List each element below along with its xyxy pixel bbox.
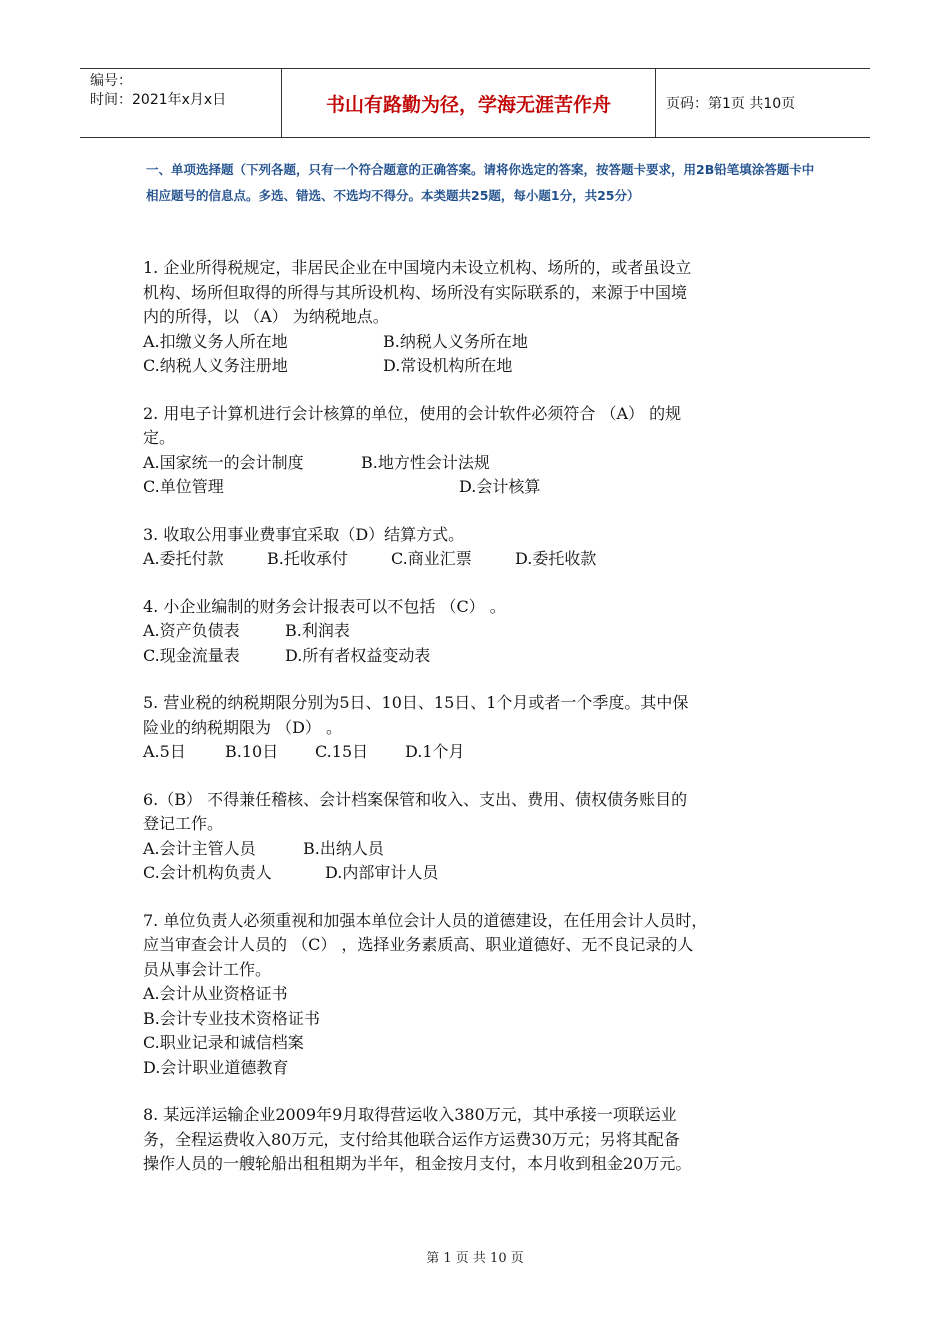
option-a: A.委托付款 (143, 549, 224, 568)
option-b: B.纳税人义务所在地 (383, 331, 528, 351)
option-b: B.10日 (225, 742, 279, 761)
option-b: B.利润表 (285, 621, 350, 640)
option-d: D.会计核算 (459, 477, 541, 496)
option-a: A.会计主管人员 (143, 838, 256, 858)
option-b: B.地方性会计法规 (361, 452, 490, 472)
question-text: 8. 某远洋运输企业2009年9月取得营运收入380万元，其中承接一项联运业 (143, 1105, 677, 1124)
question-text: 6.（B） 不得兼任稽核、会计档案保管和收入、支出、费用、债权债务账目的 (143, 789, 688, 809)
option-c: C.单位管理 (143, 477, 224, 496)
question-text: 7. 单位负责人必须重视和加强本单位会计人员的道德建设，在任用会计人员时， (143, 910, 708, 930)
option-a: A.资产负债表 (143, 621, 240, 640)
question-text: 操作人员的一艘轮船出租租期为半年，租金按月支付，本月收到租金20万元。 (143, 1154, 692, 1173)
question-text: 4. 小企业编制的财务会计报表可以不包括 （C） 。 (143, 596, 506, 616)
question-7 (143, 909, 813, 1081)
option-b: B.会计专业技术资格证书 (143, 1008, 320, 1028)
option-c: C.商业汇票 (391, 549, 472, 568)
option-d: D.委托收款 (515, 549, 597, 568)
question-6 (143, 788, 813, 886)
question-4 (143, 595, 813, 669)
option-d: D.所有者权益变动表 (285, 645, 431, 665)
option-d: D.内部审计人员 (325, 863, 439, 882)
question-text: 务，全程运费收入80万元，支付给其他联合运作方运费30万元；另将其配备 (143, 1129, 680, 1149)
header-page-info: 页码：第1页 共10页 (666, 96, 796, 112)
option-c: C.纳税人义务注册地 (143, 356, 288, 375)
question-text: 登记工作。 (143, 814, 224, 833)
option-a: A.扣缴义务人所在地 (143, 331, 288, 351)
question-text: 应当审查会计人员的 （C） ，选择业务素质高、职业道德好、无不良记录的人 (143, 935, 694, 954)
doc-date: 时间：2021年x月x日 (90, 92, 227, 108)
question-list (143, 256, 813, 1200)
option-a: A.国家统一的会计制度 (143, 452, 304, 472)
option-c: C.15日 (315, 742, 369, 761)
page-header (80, 68, 870, 138)
option-c: C.职业记录和诚信档案 (143, 1033, 304, 1052)
section-title: 一、单项选择题（下列各题，只有一个符合题意的正确答案。请将你选定的答案，按答题卡要求，用2B铅笔填涂答题卡中相应题号的信息点。多选、错选、不选均不得分。本类题共25题，每小题1分，共25分） (146, 162, 815, 203)
question-8 (143, 1103, 813, 1177)
option-d: D.1个月 (405, 742, 465, 761)
doc-number-label: 编号： (90, 73, 132, 89)
question-text: 3. 收取公用事业费事宜采取（D）结算方式。 (143, 524, 465, 544)
question-text: 员从事会计工作。 (143, 959, 272, 979)
question-5 (143, 691, 813, 765)
question-text: 2. 用电子计算机进行会计核算的单位，使用的会计软件必须符合 （A） 的规 (143, 403, 682, 423)
question-2 (143, 402, 813, 500)
option-c: C.现金流量表 (143, 645, 240, 665)
question-1 (143, 256, 813, 379)
question-text: 险业的纳税期限为 （D） 。 (143, 717, 343, 737)
question-text: 定。 (143, 428, 176, 447)
question-text: 内的所得，以 （A） 为纳税地点。 (143, 307, 389, 326)
option-a: A.会计从业资格证书 (143, 984, 288, 1003)
option-c: C.会计机构负责人 (143, 863, 272, 882)
header-meta (80, 69, 282, 137)
page-footer: 第 1 页 共 10 页 (426, 1251, 524, 1266)
question-text: 5. 营业税的纳税期限分别为5日、10日、15日、1个月或者一个季度。其中保 (143, 693, 689, 712)
question-3 (143, 523, 813, 572)
option-d: D.常设机构所在地 (383, 356, 513, 375)
option-d: D.会计职业道德教育 (143, 1057, 289, 1077)
option-a: A.5日 (143, 742, 186, 761)
option-b: B.出纳人员 (303, 838, 384, 858)
question-text: 机构、场所但取得的所得与其所设机构、场所没有实际联系的，来源于中国境 (143, 282, 688, 302)
option-b: B.托收承付 (267, 549, 348, 568)
question-text: 1. 企业所得税规定，非居民企业在中国境内未设立机构、场所的，或者虽设立 (143, 258, 692, 277)
header-motto: 书山有路勤为径，学海无涯苦作舟 (282, 69, 656, 137)
